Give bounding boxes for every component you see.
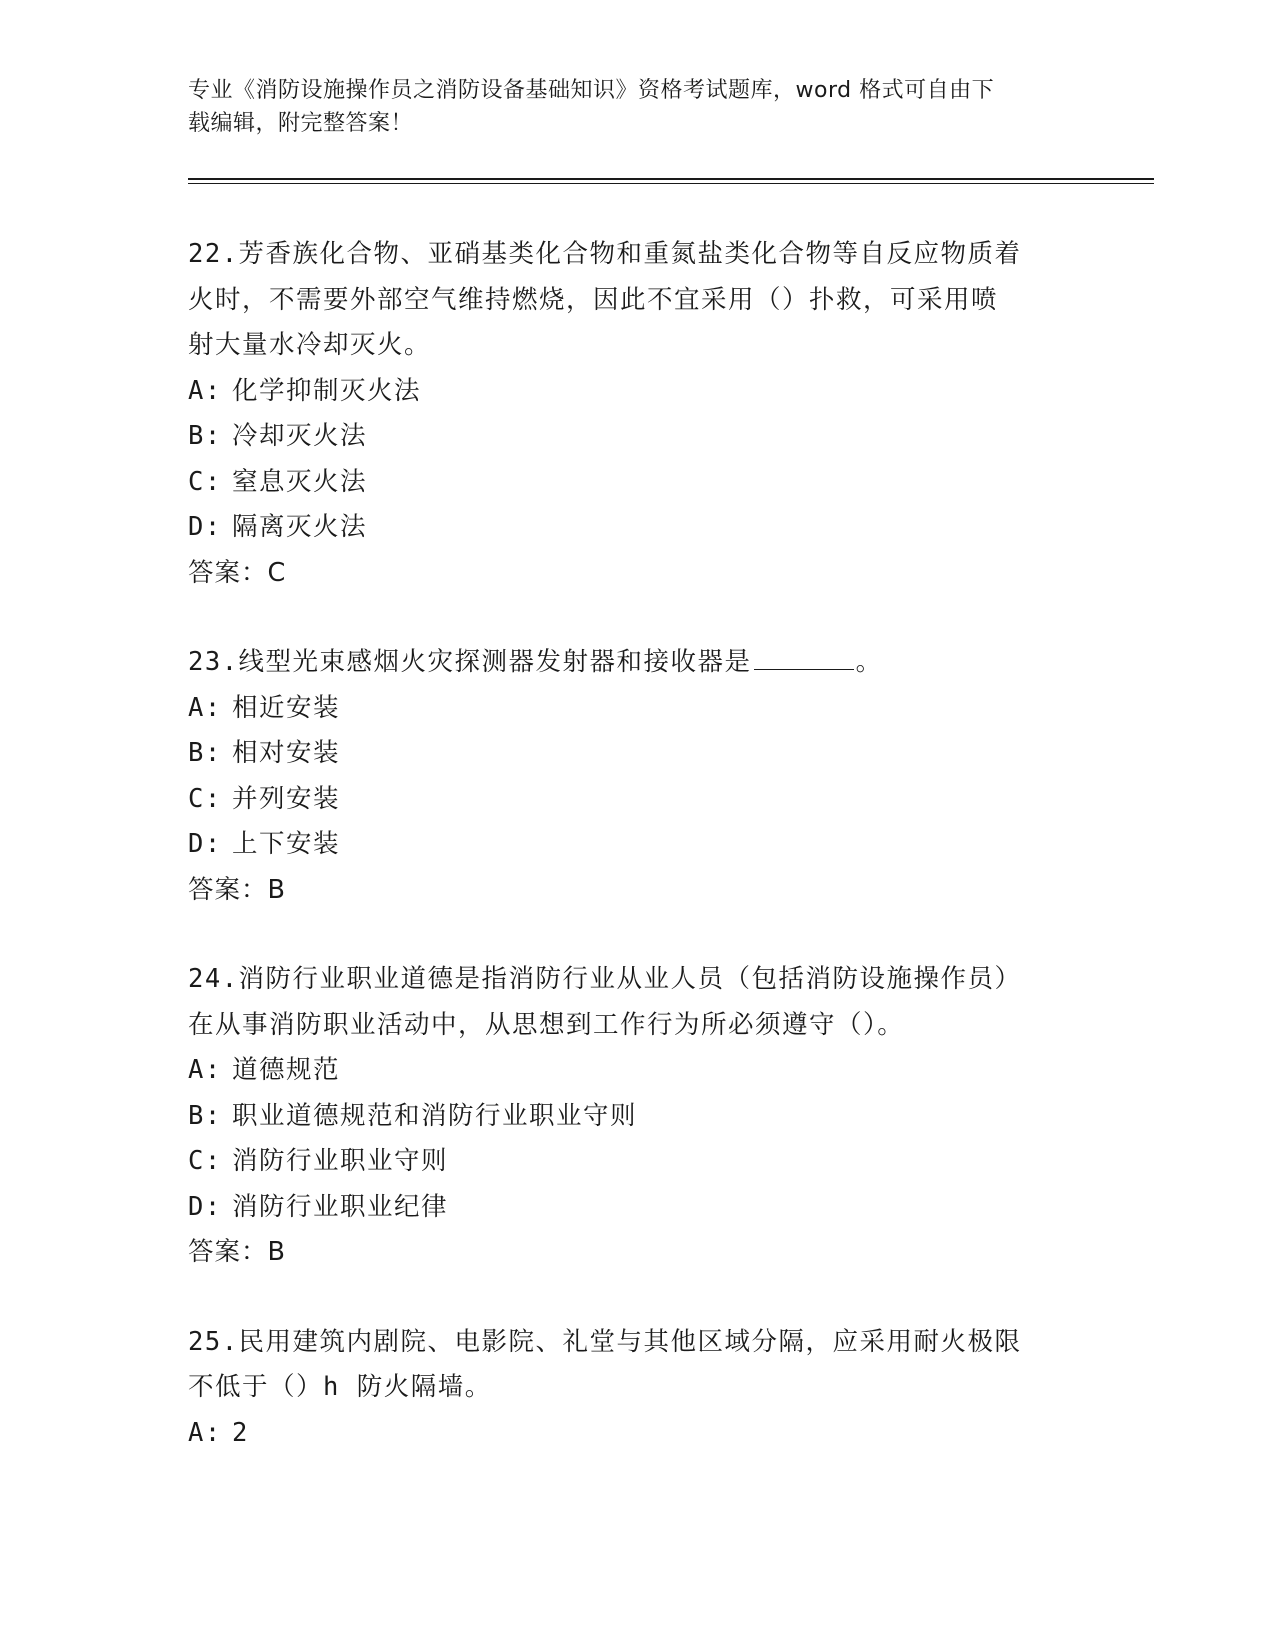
fill-in-blank	[754, 645, 854, 670]
option-text: 冷却灭火法	[232, 421, 368, 451]
option-text: 并列安装	[232, 783, 341, 814]
answer-line: 答案：B	[188, 1237, 286, 1267]
question-24	[188, 957, 1088, 1276]
question-text-line: 在从事消防职业活动中，从思想到工作行为所必须遵守（）。	[188, 1009, 905, 1040]
option-d	[188, 505, 1088, 551]
option-a	[188, 686, 1088, 732]
option-text: 职业道德规范和消防行业职业守则	[232, 1100, 638, 1131]
option-key: C:	[188, 466, 222, 497]
answer-line: 答案：C	[188, 557, 287, 588]
question-23	[188, 640, 1088, 913]
option-c	[188, 460, 1088, 506]
option-b	[188, 1094, 1088, 1140]
option-key: D:	[188, 512, 222, 542]
question-text-line: 火时，不需要外部空气维持燃烧，因此不宜采用（）扑救，可采用喷	[188, 284, 999, 315]
question-text-line: 不低于（）h 防火隔墙。	[188, 1372, 492, 1402]
option-text: 窒息灭火法	[232, 466, 368, 497]
option-b	[188, 731, 1088, 777]
header-line-2: 载编辑，附完整答案！	[188, 111, 414, 136]
question-text-line: 24.消防行业职业道德是指消防行业从业人员（包括消防设施操作员）	[188, 964, 1022, 994]
option-d	[188, 1185, 1088, 1231]
option-text: 相对安装	[232, 738, 341, 768]
question-text-line: 25.民用建筑内剧院、电影院、礼堂与其他区域分隔，应采用耐火极限	[188, 1326, 1022, 1357]
question-text-line: 射大量水冷却灭火。	[188, 330, 432, 360]
header-divider-thin	[188, 183, 1154, 184]
question-list	[188, 232, 1088, 1456]
option-d	[188, 822, 1088, 868]
option-key: C:	[188, 1146, 222, 1176]
option-text: 化学抑制灭火法	[232, 375, 422, 406]
option-text: 上下安装	[232, 829, 341, 859]
option-text: 相近安装	[232, 692, 341, 723]
question-spacer	[188, 596, 1088, 640]
option-key: A:	[188, 1417, 222, 1448]
question-spacer	[188, 913, 1088, 957]
option-key: D:	[188, 829, 222, 859]
option-key: B:	[188, 738, 222, 768]
option-c	[188, 777, 1088, 823]
option-key: A:	[188, 375, 222, 406]
question-text-line	[188, 640, 1088, 686]
question-22	[188, 232, 1088, 596]
option-key: A:	[188, 1055, 222, 1085]
option-key: C:	[188, 783, 222, 814]
question-text-pre: 23.线型光束感烟火灾探测器发射器和接收器是	[188, 647, 752, 677]
option-text: 消防行业职业守则	[232, 1146, 449, 1176]
option-key: D:	[188, 1191, 222, 1222]
option-a	[188, 1411, 1088, 1457]
option-key: A:	[188, 692, 222, 723]
option-text: 道德规范	[232, 1055, 341, 1085]
option-a	[188, 1048, 1088, 1094]
question-25	[188, 1320, 1088, 1457]
option-a	[188, 369, 1088, 415]
answer-line: 答案：B	[188, 874, 286, 905]
option-key: B:	[188, 1100, 222, 1131]
header-line-1: 专业《消防设施操作员之消防设备基础知识》资格考试题库，word 格式可自由下	[188, 78, 995, 103]
question-spacer	[188, 1276, 1088, 1320]
option-b	[188, 414, 1088, 460]
question-text-line: 22.芳香族化合物、亚硝基类化合物和重氮盐类化合物等自反应物质着	[188, 239, 1022, 269]
option-text: 消防行业职业纪律	[232, 1191, 449, 1222]
option-text: 2	[232, 1417, 249, 1448]
option-key: B:	[188, 421, 222, 451]
header-divider-thick	[188, 178, 1154, 180]
option-text: 隔离灭火法	[232, 512, 368, 542]
question-text-post: 。	[855, 647, 883, 677]
document-header	[188, 74, 1068, 140]
option-c	[188, 1139, 1088, 1185]
